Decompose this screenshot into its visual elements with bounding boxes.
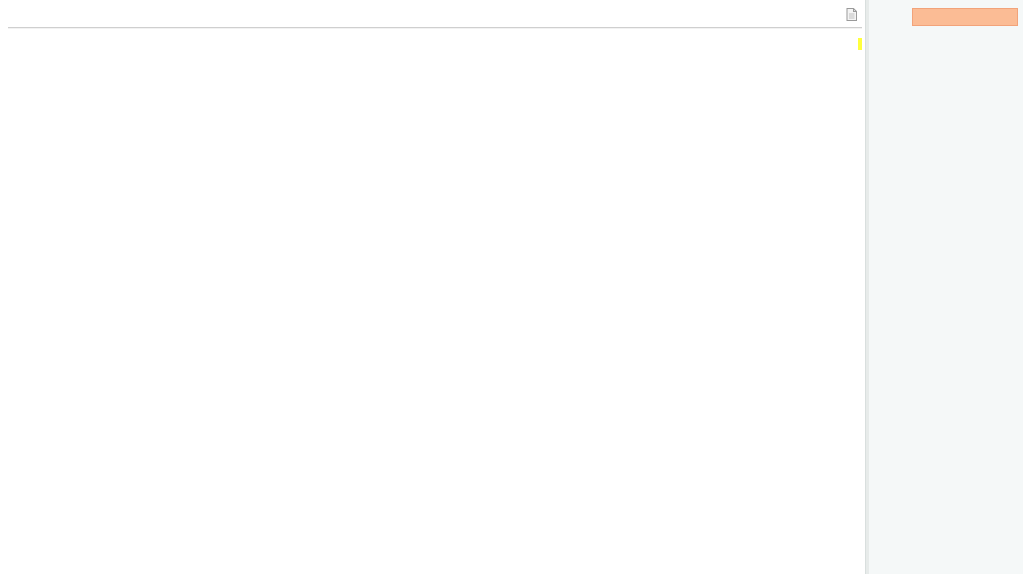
highlighted-line xyxy=(8,36,862,53)
post-document-icon xyxy=(846,8,857,21)
post-header-divider xyxy=(8,27,862,29)
highlight-span xyxy=(858,38,862,50)
user-info-panel xyxy=(869,0,1023,574)
post-body xyxy=(8,36,862,169)
username-banner[interactable] xyxy=(912,8,1018,26)
